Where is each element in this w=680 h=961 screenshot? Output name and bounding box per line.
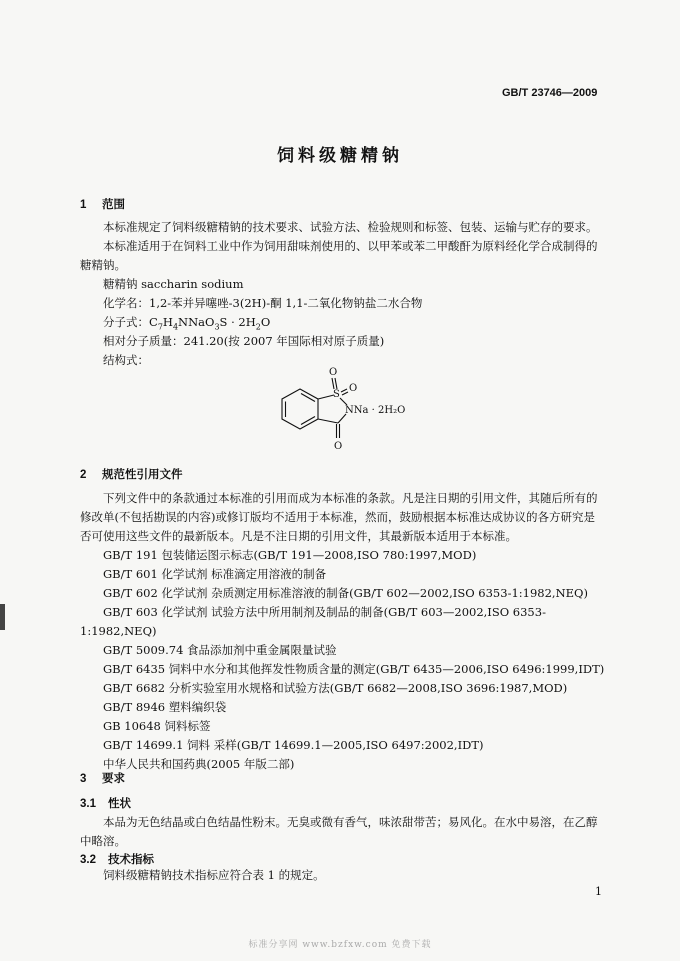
- chemical-name: 化学名：1,2-苯并异噻唑-3(2H)-酮 1,1-二氧化物钠盐二水合物: [103, 296, 423, 310]
- section-title: 规范性引用文件: [102, 469, 183, 481]
- section-3-heading: [80, 770, 125, 789]
- scope-paragraph-1: 本标准规定了饲料级糖精钠的技术要求、试验方法、检验规则和标签、包装、运输与贮存的要求。: [103, 220, 598, 234]
- scan-edge-mark: [0, 604, 5, 630]
- subsection-title: 技术指标: [108, 854, 154, 866]
- scope-paragraph-2: 本标准适用于在饲料工业中作为饲用甜味剂使用的、以甲苯或苯二甲酸酐为原料经化学合成制得的糖精钠。: [80, 239, 598, 272]
- sodium-group: NNa · 2H₂O: [345, 405, 406, 416]
- section-title: 要求: [102, 773, 125, 785]
- formula-sub: 3: [214, 322, 220, 332]
- structure-label: 结构式：: [103, 353, 149, 367]
- subsection-title: 性状: [108, 798, 131, 810]
- section-number: 3: [80, 773, 87, 785]
- formula-part: S · 2H: [219, 315, 256, 329]
- product-name: 糖精钠 saccharin sodium: [103, 277, 244, 291]
- s-o-bond: [335, 378, 337, 389]
- reference-item: GB/T 14699.1 饲料 采样(GB/T 14699.1—2005,ISO 6497:2002,IDT): [103, 738, 484, 752]
- reference-item: GB/T 601 化学试剂 标准滴定用溶液的制备: [103, 567, 327, 581]
- reference-item: GB 10648 饲料标签: [103, 719, 211, 733]
- specification-text: 饲料级糖精钠技术指标应符合表 1 的规定。: [103, 868, 325, 882]
- benzene-ring: [282, 389, 318, 429]
- reference-item: GB/T 6682 分析实验室用水规格和试验方法(GB/T 6682—2008,ISO 3696:1987,MOD): [103, 681, 568, 695]
- section-2-body: [80, 489, 606, 774]
- molecular-formula: [80, 313, 606, 332]
- reference-item: 中华人民共和国药典(2005 年版二部): [103, 757, 295, 771]
- watermark-footer: 标准分享网 www.bzfxw.com 免费下载: [248, 940, 432, 950]
- section-number: 2: [80, 469, 87, 481]
- aromatic-bond: [301, 417, 315, 425]
- section-title: 范围: [102, 199, 125, 211]
- formula-part: C: [149, 315, 158, 329]
- formula-sub: 4: [172, 322, 179, 332]
- sulfur-atom: S: [333, 389, 340, 400]
- reference-item: GB/T 8946 塑料编织袋: [103, 700, 227, 714]
- section-1-heading: [80, 196, 125, 215]
- section-3-1-body: [80, 813, 606, 851]
- reference-item: GB/T 602 化学试剂 杂质测定用标准溶液的制备(GB/T 602—2002,ISO 6353-1:1982,NEQ): [103, 586, 588, 600]
- ring-bond: [318, 395, 334, 399]
- oxygen-bottom: O: [334, 441, 343, 452]
- ring-bond: [340, 398, 347, 405]
- subsection-number: 3.1: [80, 798, 96, 810]
- aromatic-bond: [301, 394, 315, 402]
- formula-part: O: [260, 315, 271, 329]
- section-3-2-body: [80, 866, 606, 885]
- formula-part: NNaO: [178, 315, 215, 329]
- section-1-body: [80, 218, 606, 370]
- reference-item: GB/T 5009.74 食品添加剂中重金属限量试验: [103, 643, 337, 657]
- formula-part: H: [162, 315, 173, 329]
- properties-text: 本品为无色结晶或白色结晶性粉末。无臭或微有香气，味浓甜带苦；易风化。在水中易溶，在乙醇中略溶。: [80, 815, 598, 848]
- s-o-bond: [332, 378, 334, 389]
- s-o-bond: [342, 392, 348, 395]
- references-intro: 下列文件中的条款通过本标准的引用而成为本标准的条款。凡是注日期的引用文件，其随后所有的修改单(不包括勘误的内容)或修订版均不适用于本标准，然而，鼓励根据本标准达成协议的各方研究是否可使用这些文件的最新版本。凡是不注日期的引用文件，其最新版本适用于本标准。: [80, 491, 598, 543]
- formula-label: 分子式：: [103, 315, 149, 329]
- formula-sub: 2: [255, 322, 261, 332]
- standard-code: GB/T 23746—2009: [502, 87, 598, 99]
- reference-item: GB/T 191 包装储运图示标志(GB/T 191—2008,ISO 780:1997,MOD): [103, 548, 477, 562]
- molecular-mass: 相对分子质量：241.20(按 2007 年国际相对原子质量): [103, 334, 385, 348]
- oxygen-right: O: [349, 383, 358, 394]
- section-number: 1: [80, 199, 87, 211]
- section-3-1-heading: [80, 795, 131, 814]
- section-2-heading: [80, 466, 183, 485]
- s-o-bond: [341, 389, 347, 392]
- structural-formula: [270, 362, 440, 462]
- ring-bond: [318, 419, 338, 423]
- document-title: 饲料级糖精钠: [277, 146, 403, 165]
- reference-item: GB/T 6435 饲料中水分和其他挥发性物质含量的测定(GB/T 6435—2006,ISO 6496:1999,IDT): [103, 662, 605, 676]
- formula-sub: 7: [157, 322, 163, 332]
- subsection-number: 3.2: [80, 854, 96, 866]
- reference-item: GB/T 603 化学试剂 试验方法中所用制剂及制品的制备(GB/T 603—2002,ISO 6353-1:1982,NEQ): [80, 605, 546, 638]
- page-number: 1: [595, 885, 602, 898]
- oxygen-top: O: [329, 367, 338, 378]
